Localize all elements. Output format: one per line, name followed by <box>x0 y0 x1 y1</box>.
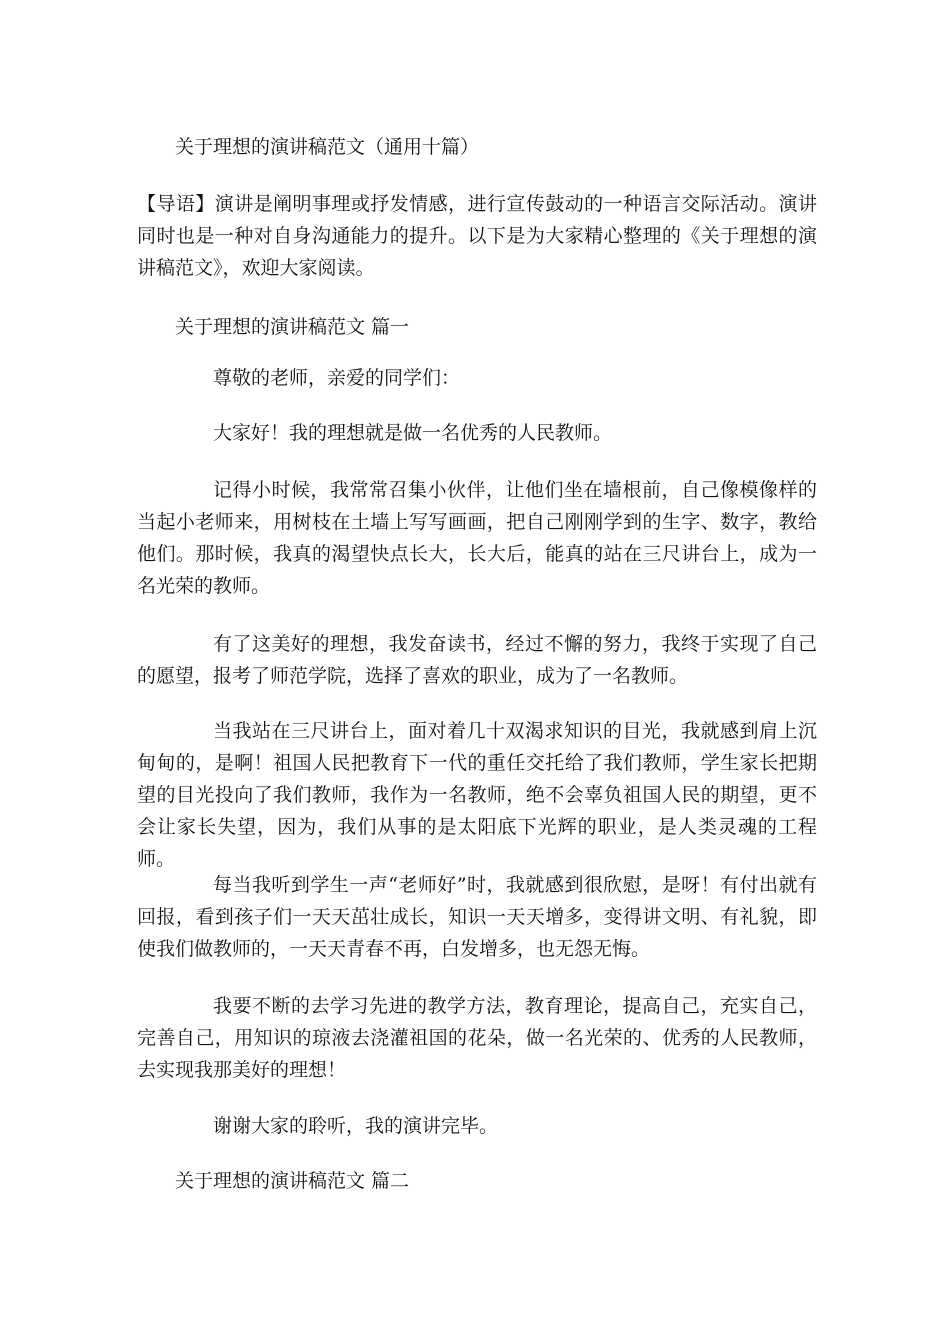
intro-paragraph: 【导语】演讲是阐明事理或抒发情感，进行宣传鼓动的一种语言交际活动。演讲同时也是一种对自身沟通能力的提升。以下是为大家精心整理的《关于理想的演讲稿范文》，欢迎大家阅读。 <box>137 193 817 279</box>
section-title-1: 关于理想的演讲稿范文 篇一 <box>175 316 410 338</box>
body-paragraph: 每当我听到学生一声“老师好”时，我就感到很欣慰，是呀！有付出就有回报，看到孩子们一天天茁壮成长，知识一天天增多，变得讲文明、有礼貌，即使我们做教师的，一天天青春不再，白发增多，也无怨无悔。 <box>137 874 817 960</box>
body-paragraph: 我要不断的去学习先进的教学方法，教育理论，提高自己，充实自己，完善自己，用知识的琼液去浇灌祖国的花朵，做一名光荣的、优秀的人民教师，去实现我那美好的理想！ <box>137 995 817 1081</box>
section-title-2: 关于理想的演讲稿范文 篇二 <box>175 1170 410 1192</box>
salutation: 尊敬的老师，亲爱的同学们： <box>213 367 461 389</box>
body-paragraph: 记得小时候，我常常召集小伙伴，让他们坐在墙根前，自己像模像样的当起小老师来，用树枝在土墙上写写画画，把自己刚刚学到的生字、数字，教给他们。那时候，我真的渴望快点长大，长大后，能真的站在三尺讲台上，成为一名光荣的教师。 <box>137 479 817 597</box>
closing-line: 谢谢大家的聆听，我的演讲完毕。 <box>213 1115 499 1137</box>
greeting: 大家好！我的理想就是做一名优秀的人民教师。 <box>213 422 613 444</box>
body-paragraph: 当我站在三尺讲台上，面对着几十双渴求知识的目光，我就感到肩上沉甸甸的，是啊！祖国人民把教育下一代的重任交托给了我们教师，学生家长把期望的目光投向了我们教师，我作为一名教师，绝不会辜负祖国人民的期望，更不会让家长失望，因为，我们从事的是太阳底下光辉的职业，是人类灵魂的工程师。 <box>137 720 817 870</box>
document-title: 关于理想的演讲稿范文（通用十篇） <box>175 136 480 158</box>
body-paragraph: 有了这美好的理想，我发奋读书，经过不懈的努力，我终于实现了自己的愿望，报考了师范学院，选择了喜欢的职业，成为了一名教师。 <box>137 633 817 687</box>
